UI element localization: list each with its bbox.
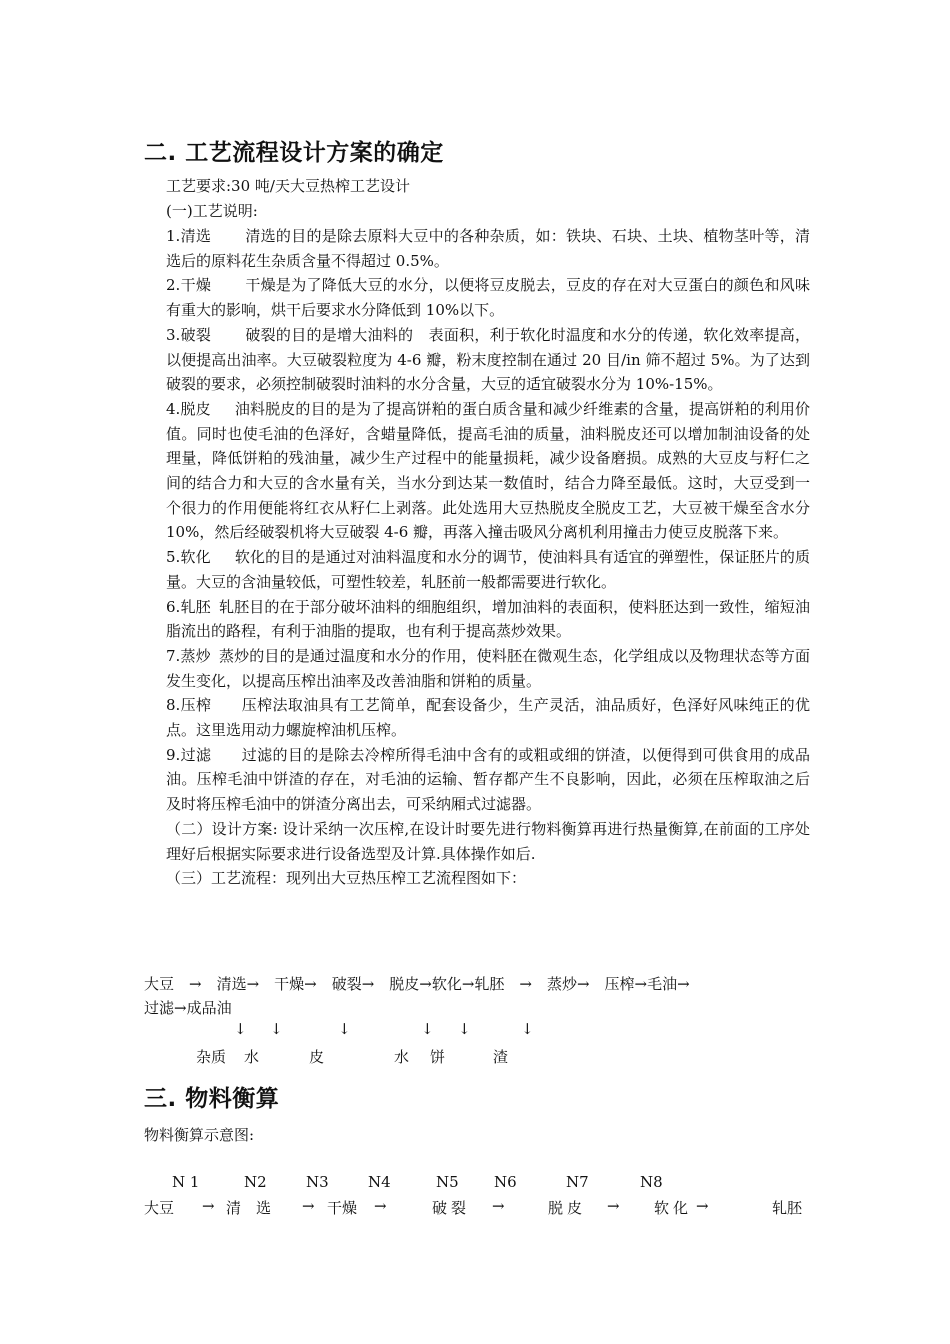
material-balance-flow <box>0 1197 950 1221</box>
down-arrow-icon: ↓ <box>421 1020 434 1038</box>
flow-arrow-icon: → <box>696 1197 709 1215</box>
down-arrow-icon: ↓ <box>234 1020 247 1038</box>
waste-label: 皮 <box>309 1048 325 1066</box>
flow-arrow-icon: → <box>374 1197 387 1215</box>
stream-label: N2 <box>244 1173 267 1191</box>
flow-arrow-icon: → <box>202 1197 215 1215</box>
step-text: 油料脱皮的目的是为了提高饼粕的蛋白质含量和减少纤维素的含量，提高饼粕的利用价值。同时也使毛油的色泽好，含蜡量降低，提高毛油的质量，油料脱皮还可以增加制油设备的处理量，降低饼粕的残油量，减少生产过程中的能量损耗，减少设备磨损。成熟的大豆皮与籽仁之间的结合力和大豆的含水量有关，当水分到达某一数值时，结合力降至最低。这时，大豆受到一个很力的作用便能将红衣从籽仁上剥落。此处选用大豆热脱皮全脱皮工艺，大豆被干燥至含水分 10%，然后经破裂机将大豆破裂 4-6 瓣，再落入撞击吸风分离机利用撞击力使豆皮脱落下来。 <box>166 399 810 542</box>
step-label: 3.破裂 <box>166 325 212 344</box>
process-steps <box>166 224 810 891</box>
step-label: 1.清选 <box>166 227 212 245</box>
step-8 <box>166 693 810 742</box>
step-label: 5.软化 <box>166 548 211 567</box>
down-arrow-icon: ↓ <box>338 1020 351 1038</box>
step-label: 9.过滤 <box>166 745 212 764</box>
step-text: 破裂的目的是增大油料的 表面积，利于软化时温度和水分的传递，软化效率提高，以便提高出油率。大豆破裂粒度为 4-6 瓣，粉末度控制在通过 20 目/in 筛不超过 5%。为了达到破裂的要求，必须控制破裂时油料的水分含量，大豆的适宜破裂水分为 10%-15%。 <box>166 325 811 394</box>
flow-node: 大豆 <box>144 1199 175 1217</box>
waste-arrows <box>0 1020 950 1044</box>
flow-node: 脱皮 <box>548 1199 587 1217</box>
step-text: 过滤的目的是除去冷榨所得毛油中含有的或粗或细的饼渣，以便得到可供食用的成品油。压榨毛油中饼渣的存在，对毛油的运输、暂存都产生不良影响，因此，必须在压榨取油之后及时将压榨毛油中的饼渣分离出去，可采纳厢式过滤器。 <box>166 745 810 814</box>
step-label: 7.蒸炒 <box>166 646 211 665</box>
flow-node: 轧胚 <box>772 1199 803 1217</box>
step-9 <box>166 743 810 817</box>
step-7 <box>166 644 810 693</box>
stream-label: N 1 <box>172 1173 200 1191</box>
material-balance-diagram-label: 物料衡算示意图: <box>144 1126 255 1144</box>
step-text: 清选的目的是除去原料大豆中的各种杂质，如：铁块、石块、土块、植物茎叶等，清选后的原料花生杂质含量不得超过 0.5%。 <box>166 227 811 270</box>
waste-label: 饼 <box>430 1048 446 1066</box>
step-label: 6.轧胚 <box>166 597 211 616</box>
step-6 <box>166 595 810 644</box>
step-text: 干燥是为了降低大豆的水分，以便将豆皮脱去，豆皮的存在对大豆蛋白的颜色和风味有重大的影响，烘干后要求水分降低到 10%以下。 <box>166 276 811 320</box>
step-2 <box>166 273 810 322</box>
flow-node: 破裂 <box>432 1199 471 1217</box>
process-requirement: 工艺要求:30 吨/天大豆热榨工艺设计 <box>166 177 410 195</box>
down-arrow-icon: ↓ <box>521 1020 534 1038</box>
flow-line-2: 过滤→成品油 <box>144 999 232 1017</box>
process-intro: (一)工艺说明: <box>166 202 258 220</box>
stream-labels <box>0 1173 950 1197</box>
waste-label: 渣 <box>493 1048 509 1066</box>
flow-arrow-icon: → <box>492 1197 505 1215</box>
flow-node: 软化 <box>654 1199 693 1217</box>
stream-label: N6 <box>494 1173 517 1191</box>
step-1 <box>166 224 810 273</box>
waste-label: 杂质 <box>196 1048 227 1066</box>
down-arrow-icon: ↓ <box>458 1020 471 1038</box>
step-3 <box>166 323 810 397</box>
flow-node: 干燥 <box>327 1199 358 1217</box>
down-arrow-icon: ↓ <box>270 1020 283 1038</box>
waste-label: 水 <box>394 1048 410 1066</box>
step-text: 软化的目的是通过对油料温度和水分的调节，使油料具有适宜的弹塑性，保证胚片的质量。大豆的含油量较低，可塑性较差，轧胚前一般都需要进行软化。 <box>166 548 810 591</box>
stream-label: N3 <box>306 1173 329 1191</box>
step-label: 8.压榨 <box>166 696 212 715</box>
section-2-title: 二. 工艺流程设计方案的确定 <box>144 140 444 166</box>
step-5 <box>166 545 810 594</box>
step-text: 轧胚目的在于部分破坏油料的细胞组织，增加油料的表面积，使料胚达到一致性，缩短油脂流出的路程，有利于油脂的提取，也有利于提高蒸炒效果。 <box>166 597 810 641</box>
flow-arrow-icon: → <box>302 1197 315 1215</box>
step-text: 压榨法取油具有工艺简单，配套设备少，生产灵活，油品质好，色泽好风味纯正的优点。这里选用动力螺旋榨油机压榨。 <box>166 696 810 740</box>
flow-line-1: 大豆 → 清选→ 干燥→ 破裂→ 脱皮→软化→轧胚 → 蒸炒→ 压榨→毛油→ <box>144 975 690 993</box>
waste-labels <box>0 1046 950 1070</box>
stream-label: N5 <box>436 1173 459 1191</box>
stream-label: N8 <box>640 1173 663 1191</box>
section-3-title: 三. 物料衡算 <box>144 1086 280 1112</box>
stream-label: N7 <box>566 1173 589 1191</box>
stream-label: N4 <box>368 1173 391 1191</box>
process-flow-intro: （三）工艺流程：现列出大豆热压榨工艺流程图如下： <box>166 869 527 888</box>
step-label: 4.脱皮 <box>166 399 211 418</box>
design-plan: （二）设计方案: 设计采纳一次压榨,在设计时要先进行物料衡算再进行热量衡算,在前面的工序处理好后根据实际要求进行设备选型及计算.具体操作如后. <box>166 819 810 863</box>
waste-label: 水 <box>244 1048 260 1066</box>
flow-arrow-icon: → <box>607 1197 620 1215</box>
flow-node: 清 选 <box>226 1199 272 1217</box>
step-label: 2.干燥 <box>166 276 212 295</box>
step-text: 蒸炒的目的是通过温度和水分的作用，使料胚在微观生态，化学组成以及物理状态等方面发生变化，以提高压榨出油率及改善油脂和饼粕的质量。 <box>166 646 810 690</box>
step-4 <box>166 397 810 545</box>
